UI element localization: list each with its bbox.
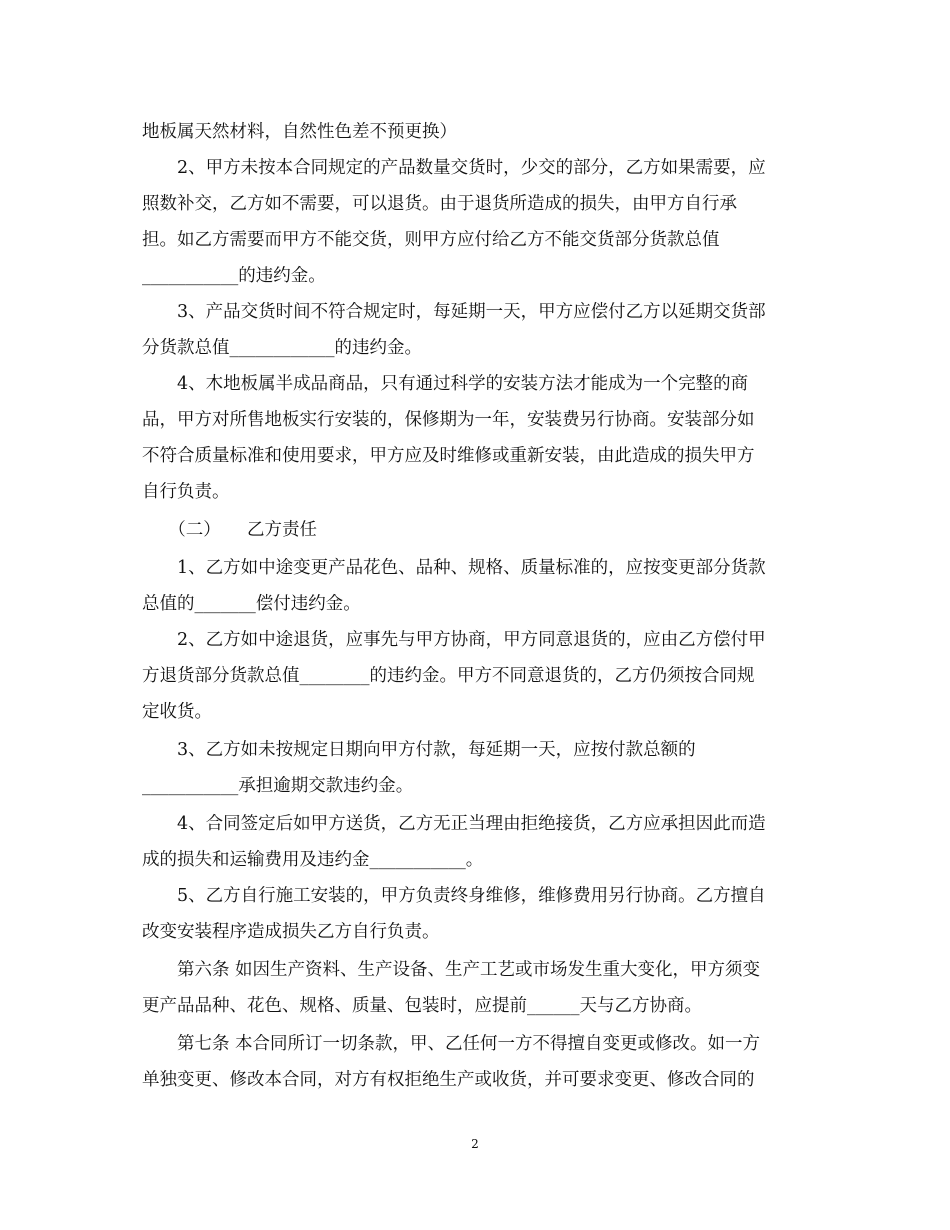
text-line: 单独变更、修改本合同，对方有权拒绝生产或收货，并可要求变更、修改合同的 [142,1070,755,1090]
text-line: 3、乙方如未按规定日期向甲方付款，每延期一天，应按付款总额的 [142,740,696,760]
text-line: 第六条 如因生产资料、生产设备、生产工艺或市场发生重大变化，甲方须变 [142,960,761,980]
text-line: 2、乙方如中途退货，应事先与甲方协商，甲方同意退货的，应由乙方偿付甲 [142,630,766,650]
text-line: 地板属天然材料，自然性色差不预更换） [142,122,457,142]
text-line: 3、产品交货时间不符合规定时，每延期一天，甲方应偿付乙方以延期交货部 [142,302,766,322]
text-line: 担。如乙方需要而甲方不能交货，则甲方应付给乙方不能交货部分货款总值 [142,230,720,250]
text-line: 照数补交，乙方如不需要，可以退货。由于退货所造成的损失，由甲方自行承 [142,194,737,214]
text-line: 5、乙方自行施工安装的，甲方负责终身维修，维修费用另行协商。乙方擅自 [142,886,766,906]
text-line: 自行负责。 [142,482,230,502]
page-number: 2 [471,1137,479,1151]
text-line: 4、合同签定后如甲方送货，乙方无正当理由拒绝接货，乙方应承担因此而造 [142,814,766,834]
text-line: 1、乙方如中途变更产品花色、品种、规格、质量标准的，应按变更部分货款 [142,558,766,578]
text-line: ___________的违约金。 [142,266,326,286]
text-line: 改变安装程序造成损失乙方自行负责。 [142,922,440,942]
text-line: 分货款总值____________的违约金。 [142,338,422,358]
text-line: 第七条 本合同所订一切条款，甲、乙任何一方不得擅自变更或修改。如一方 [142,1034,761,1054]
text-line: 品，甲方对所售地板实行安装的，保修期为一年，安装费另行协商。安装部分如 [142,410,755,430]
text-line: 不符合质量标准和使用要求，甲方应及时维修或重新安装，由此造成的损失甲方 [142,446,755,466]
text-line: 2、甲方未按本合同规定的产品数量交货时，少交的部分，乙方如果需要，应 [142,158,766,178]
text-line: 4、木地板属半成品商品，只有通过科学的安装方法才能成为一个完整的商 [142,374,749,394]
text-line: 方退货部分货款总值________的违约金。甲方不同意退货的，乙方仍须按合同规 [142,666,755,686]
text-line: ___________承担逾期交款违约金。 [142,776,414,796]
text-line: 总值的_______偿付违约金。 [142,594,361,614]
text-line: 定收货。 [142,702,212,722]
section-heading: （二） 乙方责任 [142,520,317,540]
text-line: 成的损失和运输费用及违约金___________。 [142,850,484,870]
text-line: 更产品品种、花色、规格、质量、包装时，应提前______天与乙方协商。 [142,996,702,1016]
